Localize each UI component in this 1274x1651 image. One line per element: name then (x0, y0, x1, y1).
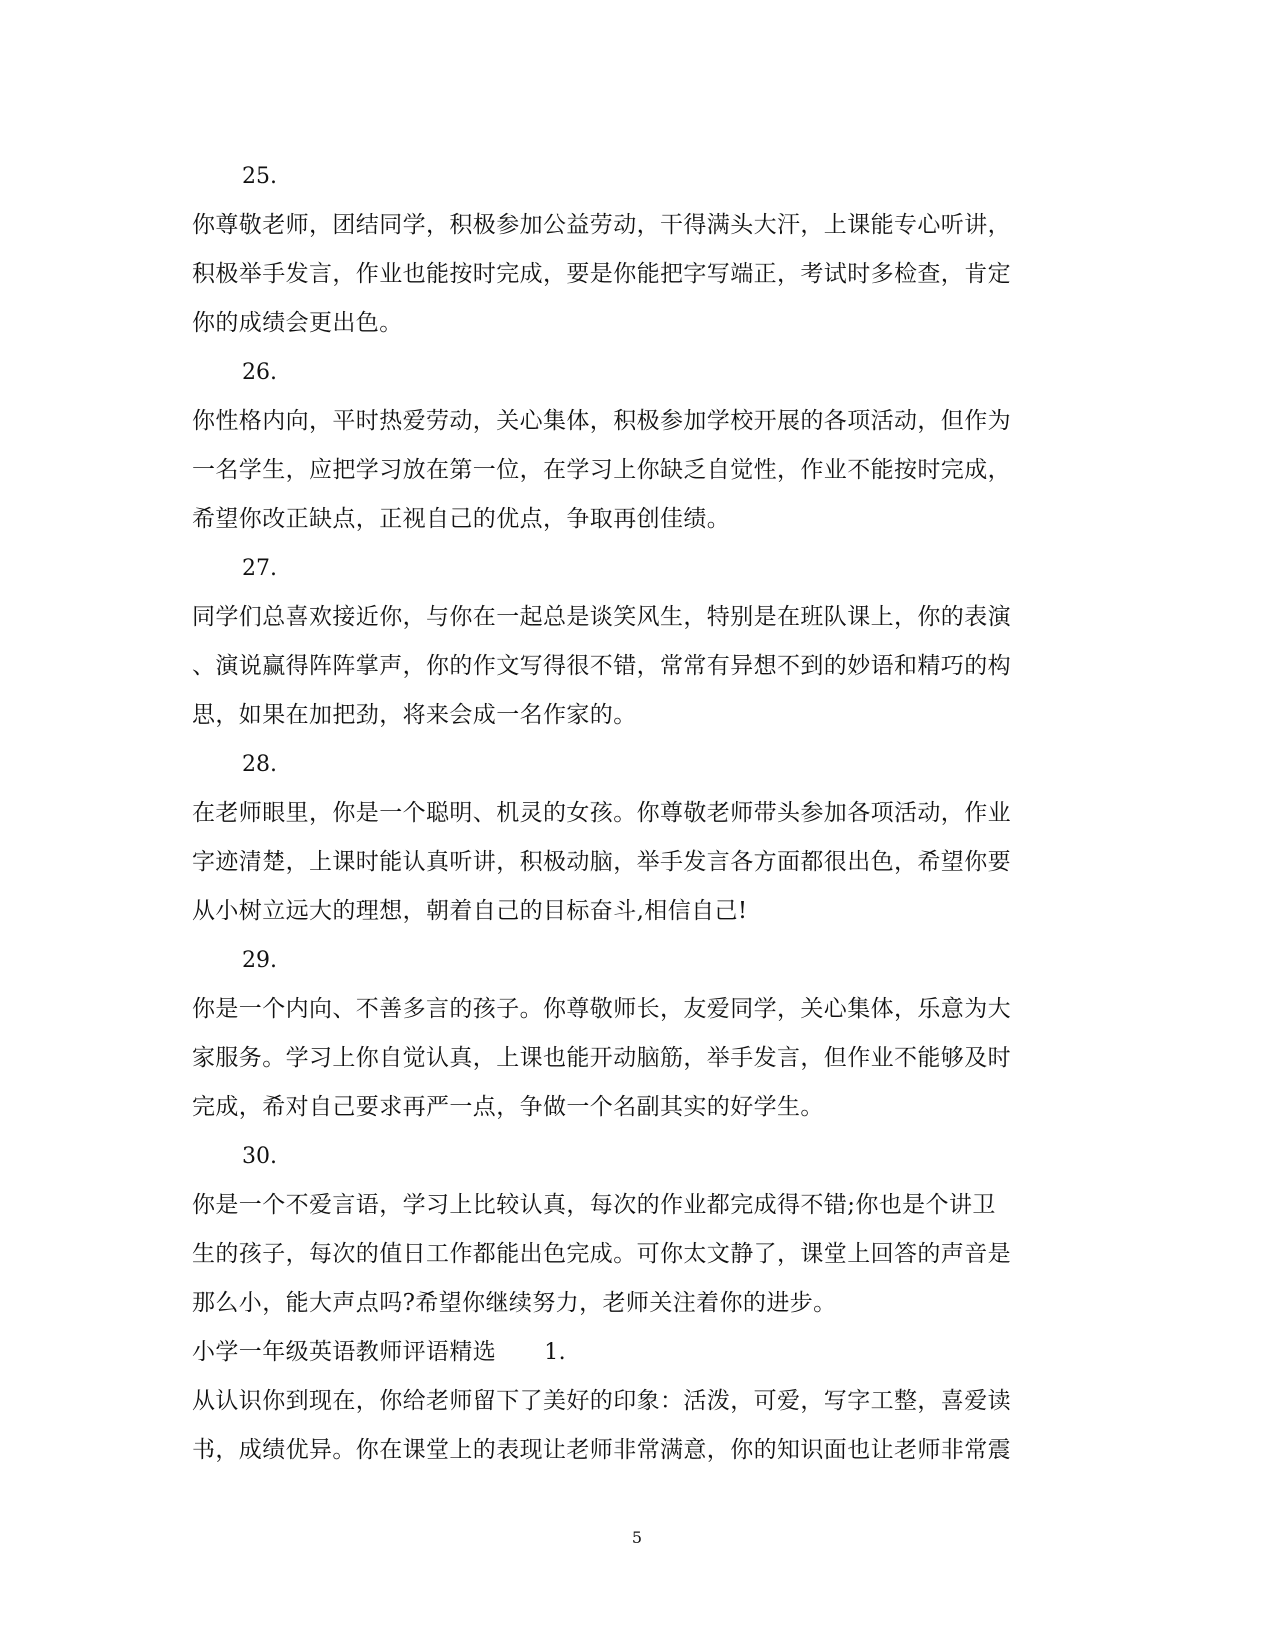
section-title: 小学一年级英语教师评语精选 (192, 1339, 497, 1365)
entry-number: 1. (544, 1340, 566, 1365)
entry-line: 积极举手发言，作业也能按时完成，要是你能把字写端正，考试时多检查，肯定 (192, 261, 1011, 287)
entry-line: 思，如果在加把劲，将来会成一名作家的。 (192, 702, 637, 728)
entry-line: 完成，希对自己要求再严一点，争做一个名副其实的好学生。 (192, 1094, 824, 1120)
entry-line: 你的成绩会更出色。 (192, 310, 403, 336)
entry-line: 家服务。学习上你自觉认真，上课也能开动脑筋，举手发言，但作业不能够及时 (192, 1045, 1011, 1071)
entry-line: 生的孩子，每次的值日工作都能出色完成。可你太文静了，课堂上回答的声音是 (192, 1241, 1011, 1267)
entry-line: 你尊敬老师，团结同学，积极参加公益劳动，干得满头大汗，上课能专心听讲， (192, 212, 1011, 238)
entry-number: 29. (242, 948, 277, 973)
entry-number: 25. (242, 164, 277, 189)
entry-line: 、演说赢得阵阵掌声，你的作文写得很不错，常常有异想不到的妙语和精巧的构 (192, 653, 1011, 679)
document-body (192, 152, 1072, 1475)
entry-line: 从小树立远大的理想，朝着自己的目标奋斗,相信自己! (192, 898, 748, 924)
entry-number: 30. (242, 1144, 277, 1169)
entry-line: 一名学生，应把学习放在第一位，在学习上你缺乏自觉性，作业不能按时完成， (192, 457, 1011, 483)
entry-line: 字迹清楚，上课时能认真听讲，积极动脑，举手发言各方面都很出色，希望你要 (192, 849, 1011, 875)
entry-line: 希望你改正缺点，正视自己的优点，争取再创佳绩。 (192, 506, 731, 532)
entry-line: 你是一个内向、不善多言的孩子。你尊敬师长，友爱同学，关心集体，乐意为大 (192, 996, 1011, 1022)
entry-line: 书，成绩优异。你在课堂上的表现让老师非常满意，你的知识面也让老师非常震 (192, 1437, 1011, 1463)
entry-line: 你性格内向，平时热爱劳动，关心集体，积极参加学校开展的各项活动，但作为 (192, 408, 1011, 434)
section-heading (192, 1328, 1072, 1377)
entry-line: 你是一个不爱言语，学习上比较认真，每次的作业都完成得不错;你也是个讲卫 (192, 1192, 996, 1218)
entry-line: 在老师眼里，你是一个聪明、机灵的女孩。你尊敬老师带头参加各项活动，作业 (192, 800, 1011, 826)
entry-line: 同学们总喜欢接近你，与你在一起总是谈笑风生，特别是在班队课上，你的表演 (192, 604, 1011, 630)
entry-number: 28. (242, 752, 277, 777)
entry-number: 27. (242, 556, 277, 581)
entry-number: 26. (242, 360, 277, 385)
entry-line: 那么小，能大声点吗?希望你继续努力，老师关注着你的进步。 (192, 1290, 837, 1316)
entry-line: 从认识你到现在，你给老师留下了美好的印象：活泼，可爱，写字工整，喜爱读 (192, 1388, 1011, 1414)
page-number: 5 (631, 1528, 643, 1547)
